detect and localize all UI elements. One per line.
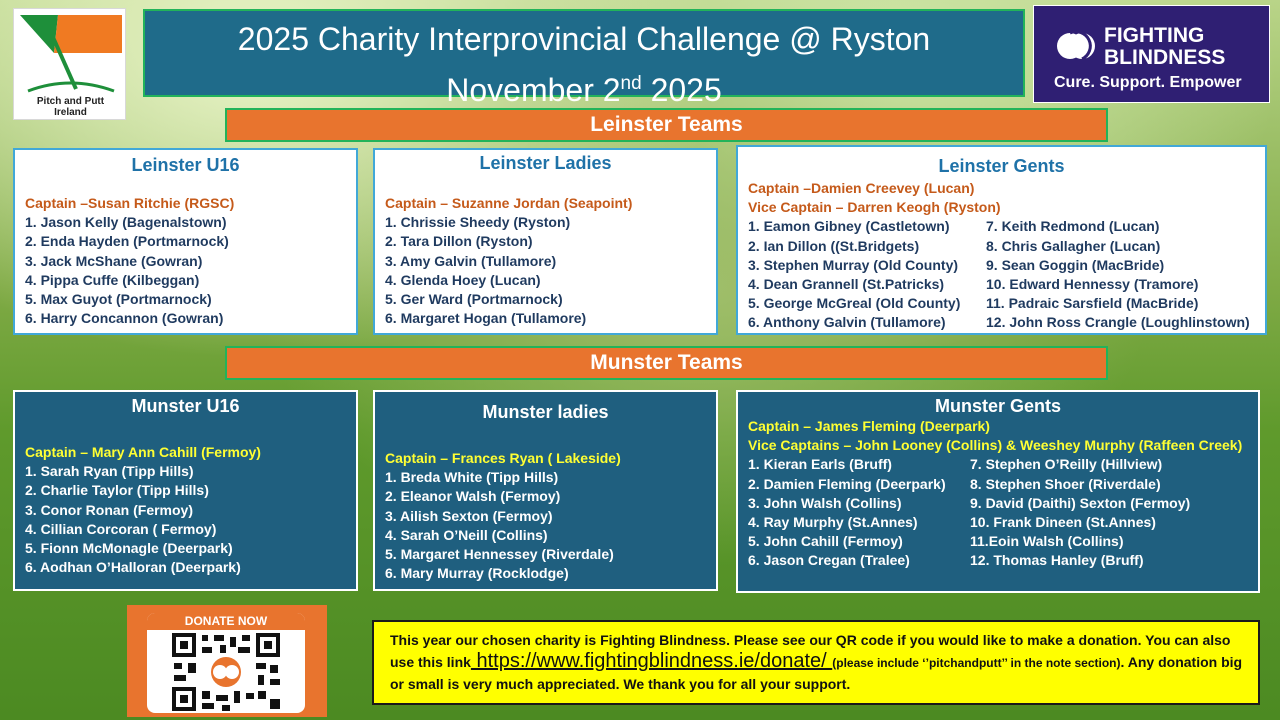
player-line: 6. Margaret Hogan (Tullamore) [385,310,587,327]
player-line: 3. Conor Ronan (Fermoy) [25,501,194,518]
player-line: 6. Aodhan O’Halloran (Deerpark) [25,559,241,576]
player-column-right [970,455,1190,570]
player-line: 4. Sarah O’Neill (Collins) [385,526,548,543]
date-ordinal: nd [620,73,642,94]
player-line: 12. Thomas Hanley (Bruff) [970,552,1144,569]
player-line: 2. Enda Hayden (Portmarnock) [25,233,229,250]
page-title: 2025 Charity Interprovincial Challenge @ Ryston [237,21,931,57]
logo-text-line2: Ireland [54,107,87,118]
player-line: 5. Max Guyot (Portmarnock) [25,291,212,308]
player-line: 2. Tara Dillon (Ryston) [385,233,533,250]
fb-logo-line1: FIGHTING [1104,24,1205,47]
player-line: 1. Kieran Earls (Bruff) [748,456,892,473]
player-line: 1. Eamon Gibney (Castletown) [748,218,950,235]
player-line: 7. Stephen O’Reilly (Hillview) [970,456,1163,473]
vice-captain: Vice Captain – Darren Keogh (Ryston) [748,199,1001,216]
player-line: 3. Amy Galvin (Tullamore) [385,252,557,269]
player-line: 2. Eleanor Walsh (Fermoy) [385,488,561,505]
player-line: 10. Frank Dineen (St.Annes) [970,514,1156,531]
donate-qr-card[interactable] [127,605,327,717]
player-line: 1. Jason Kelly (Bagenalstown) [25,214,227,231]
fighting-blindness-logo [1033,5,1270,103]
logo-text-line1: Pitch and Putt [36,96,105,107]
player-line: 8. Stephen Shoer (Riverdale) [970,475,1161,492]
player-line: 3. Stephen Murray (Old County) [748,256,959,273]
leinster-gents-box [736,145,1267,335]
player-line: 3. Ailish Sexton (Fermoy) [385,507,553,524]
player-line: 5. George McGreal (Old County) [748,295,961,312]
captain: Captain –Damien Creevey (Lucan) [748,180,975,196]
charity-info-box [372,620,1260,705]
title-banner [143,9,1025,108]
date-text: November 2 [446,72,621,108]
vice-captains: Vice Captains – John Looney (Collins) & Weeshey Murphy (Raffeen Creek) [748,437,1243,454]
leinster-ladies-box [373,148,718,335]
team-title: Munster ladies [482,402,609,422]
team-title: Munster U16 [131,396,240,416]
player-line: 5. John Cahill (Fermoy) [748,533,903,550]
player-line: 10. Edward Hennessy (Tramore) [986,276,1199,293]
player-line: 4. Pippa Cuffe (Kilbeggan) [25,271,200,288]
captain: Captain – James Fleming (Deerpark) [748,418,990,434]
player-line: 3. Jack McShane (Gowran) [25,252,203,269]
player-line: 2. Charlie Taylor (Tipp Hills) [25,482,209,499]
player-line: 5. Ger Ward (Portmarnock) [385,291,563,308]
captain: Captain – Suzanne Jordan (Seapoint) [385,195,633,211]
team-title: Leinster Ladies [479,153,612,173]
player-line: 3. John Walsh (Collins) [748,494,902,511]
player-line: 7. Keith Redmond (Lucan) [986,218,1160,235]
event-date [145,66,1023,108]
donate-link[interactable]: https://www.fightingblindness.ie/donate/ [470,650,833,672]
munster-teams-band: Munster Teams [225,346,1108,380]
leinster-u16-box [13,148,358,335]
golf-flag-icon [14,9,127,99]
player-line: 9. Sean Goggin (MacBride) [986,256,1165,273]
player-line: 4. Cillian Corcoran ( Fermoy) [25,520,217,537]
player-columns [748,455,1248,570]
player-line: 2. Damien Fleming (Deerpark) [748,475,946,492]
fb-logo-line2: BLINDNESS [1104,46,1226,69]
player-line: 9. David (Daithi) Sexton (Fermoy) [970,494,1191,511]
player-line: 12. John Ross Crangle (Loughlinstown) [986,314,1250,331]
munster-gents-box [736,390,1260,593]
pitch-and-putt-ireland-logo [13,8,126,120]
info-text-closing: . Any donation big or small is very much appreciated. We thank you for all your support. [390,654,1243,692]
captain: Captain – Frances Ryan ( Lakeside) [385,450,621,466]
info-text-intro: This year our chosen charity is Fighting Blindness. Please see our QR code if you would like to make a donation. You can also use this link [390,632,1231,670]
player-column-left [748,455,970,570]
date-year: 2025 [641,72,722,108]
player-line: 6. Harry Concannon (Gowran) [25,310,224,327]
player-line: 5. Fionn McMonagle (Deerpark) [25,540,233,557]
player-line: 11.Eoin Walsh (Collins) [970,533,1124,550]
eye-circles-icon [1054,24,1098,68]
player-line: 4. Ray Murphy (St.Annes) [748,514,918,531]
player-column-left [748,217,986,332]
player-line: 6. Anthony Galvin (Tullamore) [748,314,946,331]
player-column-right [986,217,1250,332]
player-line: 1. Sarah Ryan (Tipp Hills) [25,463,194,480]
info-note: (please include ‘’pitchandputt’’ in the note section) [832,656,1121,670]
fb-tagline: Cure. Support. Empower [1054,74,1242,91]
player-line: 8. Chris Gallagher (Lucan) [986,237,1161,254]
qr-code-icon[interactable] [172,633,280,711]
player-line: 1. Chrissie Sheedy (Ryston) [385,214,571,231]
leinster-teams-band: Leinster Teams [225,108,1108,142]
player-line: 6. Mary Murray (Rocklodge) [385,565,569,582]
player-line: 4. Glenda Hoey (Lucan) [385,271,541,288]
player-columns [748,217,1255,332]
team-title: Leinster U16 [131,155,240,175]
player-line: 2. Ian Dillon ((St.Bridgets) [748,237,920,254]
munster-u16-box [13,390,358,591]
player-line: 4. Dean Grannell (St.Patricks) [748,276,945,293]
donate-now-label: DONATE NOW [147,613,305,630]
player-line: 1. Breda White (Tipp Hills) [385,469,559,486]
captain: Captain –Susan Ritchie (RGSC) [25,195,235,211]
player-line: 11. Padraic Sarsfield (MacBride) [986,295,1199,312]
player-line: 5. Margaret Hennessey (Riverdale) [385,546,614,563]
player-line: 6. Jason Cregan (Tralee) [748,552,910,569]
captain: Captain – Mary Ann Cahill (Fermoy) [25,444,261,460]
team-title: Munster Gents [934,396,1062,416]
munster-ladies-box [373,390,718,591]
team-title: Leinster Gents [938,156,1065,176]
